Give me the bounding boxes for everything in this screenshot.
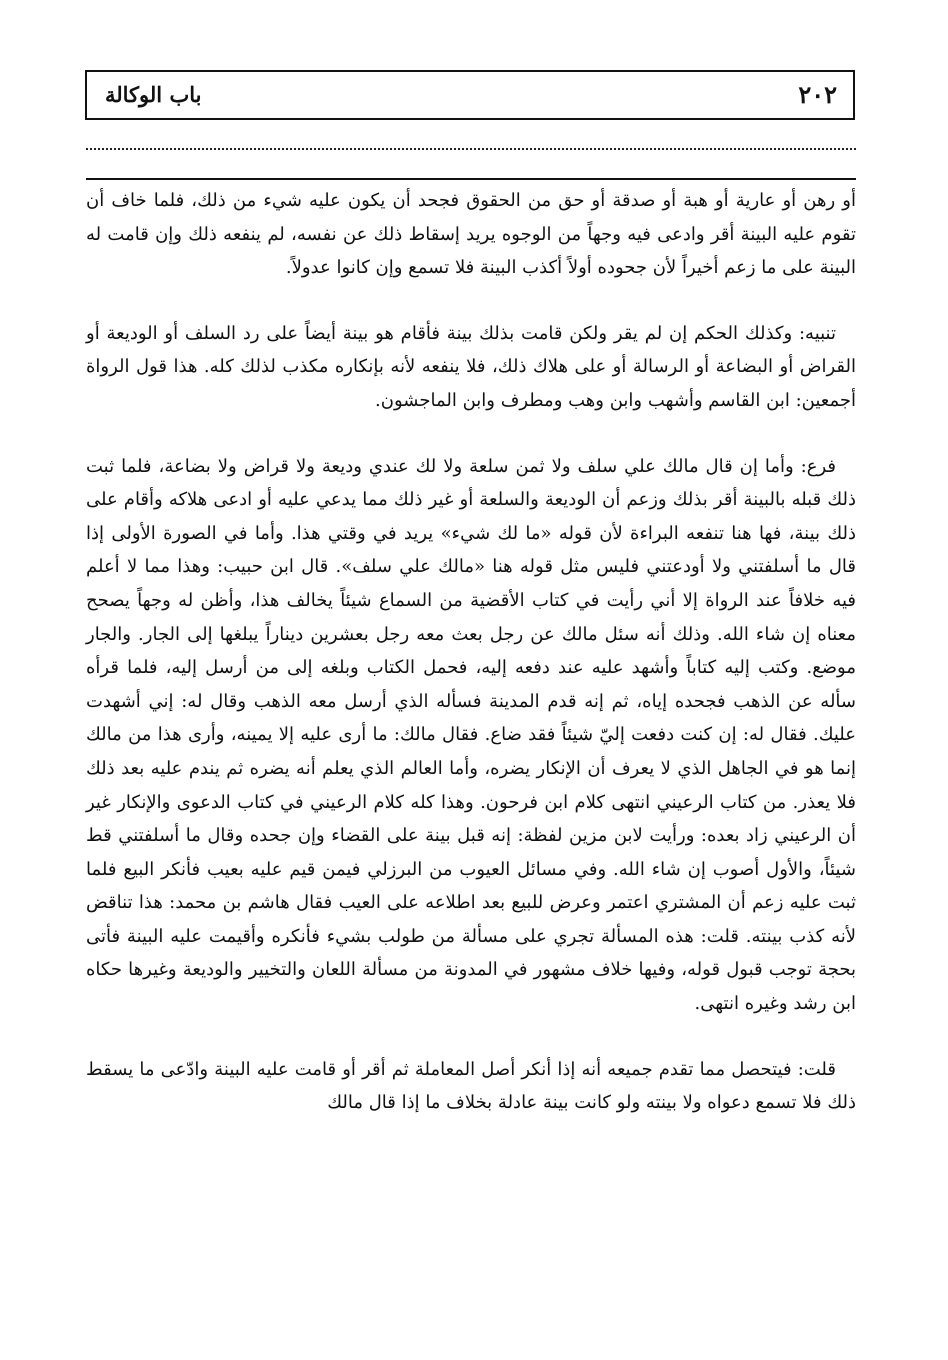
dotted-divider: [86, 148, 856, 150]
page-number: ٢٠٢: [798, 80, 837, 109]
paragraph-qultu: قلت: فيتحصل مما تقدم جميعه أنه إذا أنكر أصل المعاملة ثم أقر أو قامت عليه البينة وادّعى ما يسقط ذلك فلا تسمع دعواه ولا بينته ولو كانت بينة عادلة بخلاف ما إذا قال مالك: [86, 1058, 856, 1114]
paragraph-continuation: أو رهن أو عارية أو هبة أو صدقة أو حق من الحقوق فجحد أن يكون عليه شيء من ذلك، فلما خاف أن تقوم عليه البينة أقر وادعى فيه وجهاً من الوجوه يريد إسقاط ذلك عن نفسه، لم ينفعه ذلك وإن قامت له البينة على ما زعم أخيراً لأن جحوده أولاً أكذب البينة فلا تسمع وإن كانوا عدولاً.: [86, 190, 856, 279]
header-separator-line: [86, 178, 856, 180]
page-body: [86, 184, 856, 1120]
page-header: [85, 70, 855, 120]
chapter-title: باب الوكالة: [105, 82, 202, 107]
paragraph-tanbih: تنبيه: وكذلك الحكم إن لم يقر ولكن قامت بذلك بينة فأقام هو بينة أيضاً على رد السلف أو الوديعة أو القراض أو البضاعة أو الرسالة أو على هلاك ذلك، فلا ينفعه لأنه بإنكاره مكذب لذلك كله. هذا قول الرواة أجمعين: ابن القاسم وأشهب وابن وهب ومطرف وابن الماجشون.: [86, 322, 856, 411]
paragraph-far: فرع: وأما إن قال مالك علي سلف ولا ثمن سلعة ولا لك عندي وديعة ولا قراض ولا بضاعة، فلما ثبت ذلك قبله بالبينة أقر بذلك وزعم أن الوديعة والسلعة أو غير ذلك مما يدعي عليه أو ادعى هلاكه وأقام على ذلك بينة، فها هنا تنفعه البراءة لأن قوله «ما لك شيء» يريد في وقتي هذا. وأما في الصورة الأولى إذا قال ما أسلفتني ولا أودعتني فليس مثل قوله هنا «مالك علي سلف». قال ابن حبيب: وهذا مما لا أعلم فيه خلافاً عند الرواة إلا أني رأيت في كتاب الأقضية من السماع شيئاً يخالف هذا، وأظن له وجهاً يصحح معناه إن شاء الله. وذلك أنه سئل مالك عن رجل بعث معه رجل بعشرين ديناراً يبلغها إلى الجار. والجار موضع. وكتب إليه كتاباً وأشهد عليه عند دفعه إليه، فحمل الكتاب وبلغه إلى من أرسل إليه، فلما قرأه سأله عن الذهب فجحده إياه، ثم إنه قدم المدينة فسأله الذي أرسل معه الذهب وقال له: إني أشهدت عليك. فقال له: إن كنت دفعت إليّ شيئاً فقد ضاع. فقال مالك: ما أرى عليه إلا يمينه، وأرى هذا من مالك إنما هو في الجاهل الذي لا يعرف أن الإنكار يضره، وأما العالم الذي يعلم أنه يضره ثم يندم عليه بعد ذلك فلا يعذر. من كتاب الرعيني انتهى كلام ابن فرحون. وهذا كله كلام الرعيني في كتاب الدعوى والإنكار غير أن الرعيني زاد بعده: ورأيت لابن مزين لفظة: إنه قبل بينة على القضاء وإن جحده وقال ما أسلفتني قط شيئاً، والأول أصوب إن شاء الله. وفي مسائل العيوب من البرزلي فيمن قيم عليه بعيب فأنكر البيع فلما ثبت عليه زعم أن المشتري اعتمر وعرض للبيع بعد اطلاعه على العيب فقال هاشم بن محمد: هذا تناقض لأنه كذب بينته. قلت: هذه المسألة تجري على مسألة من طولب بشيء فأنكره وأقيمت عليه البينة فأتى بحجة توجب قبول قوله، وفيها خلاف مشهور في المدونة من مسألة اللعان والتخيير والوديعة وغيرها حكاه ابن رشد وغيره انتهى.: [86, 455, 856, 1015]
